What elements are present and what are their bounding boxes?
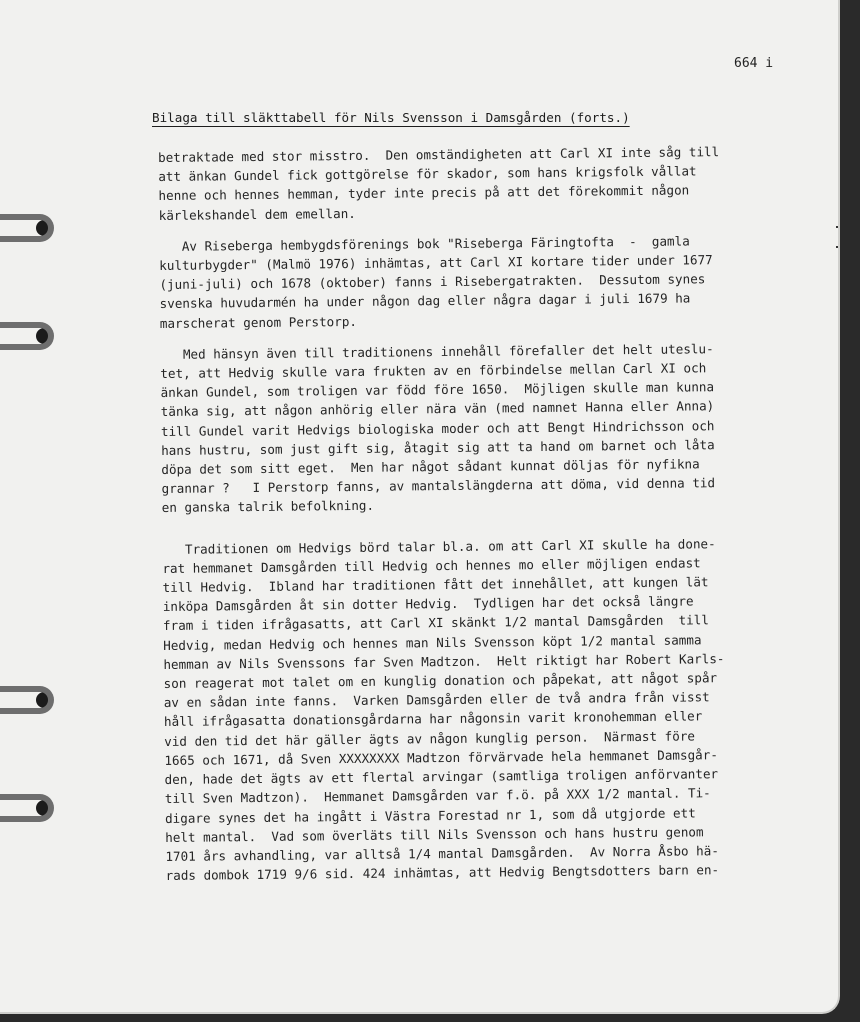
binder-ring [0, 794, 54, 822]
text-line: (juni-juli) och 1678 (oktober) fanns i Risebergatrakten. Dessutom synes [159, 271, 706, 293]
text-line: vid den tid det här gäller ägts av någon kunglig person. Närmast före [164, 728, 696, 749]
binder-ring [0, 322, 54, 350]
text-line: 1701 års avhandling, var alltså 1/4 mantal Damsgården. Av Norra Åsbo hä- [165, 843, 719, 864]
text-line: att änkan Gundel fick gottgörelse för skador, som hans krigsfolk vållat [158, 163, 697, 185]
paragraph [160, 338, 830, 518]
text-line: betraktade med stor misstro. Den omständigheten att Carl XI inte såg till [158, 144, 720, 165]
text-line: hans hustru, som just gift sig, åtagit sig att ta hand om barnet och låta [161, 437, 715, 458]
paragraph [162, 533, 834, 886]
text-line: till Gundel varit Hedvigs biologiska moder och att Bengt Hindrichsson och [160, 417, 715, 439]
text-line: av en sådan inte fanns. Varken Damsgården eller de två andra från visst [163, 689, 710, 711]
text-line: till Sven Madtzon). Hemmanet Damsgården var f.ö. på XXX 1/2 mantal. Ti- [164, 785, 711, 807]
page-heading: Bilaga till släkttabell för Nils Svensson i Damsgården (forts.) [152, 110, 630, 125]
text-line: Hedvig, medan Hedvig och hennes man Nils Svensson köpt 1/2 mantal samma [163, 632, 702, 653]
text-line: tet, att Hedvig skulle vara frukten av en förbindelse mellan Carl XI och [160, 360, 707, 382]
text-line: fram i tiden ifrågasatts, att Carl XI skänkt 1/2 mantal Damsgården till [162, 612, 709, 634]
text-line: Av Riseberga hembygdsförenings bok "Riseberga Färingtofta - gamla [158, 233, 690, 254]
text-line: den, hade det ägts av ett flertal arvingar (samtliga troligen anförvanter [164, 766, 719, 788]
text-line: Med hänsyn även till traditionens innehåll förefaller det helt uteslu- [160, 341, 714, 362]
body-text [158, 141, 834, 885]
text-line: till Hedvig. Ibland har traditionen fått det innehållet, att kungen lät [162, 574, 709, 596]
text-line: helt mantal. Vad som överläts till Nils Svensson och hans hustru genom [165, 824, 704, 845]
text-line: kulturbygder" (Malmö 1976) inhämtas, att Carl XI kortare tider under 1677 [159, 252, 713, 274]
paragraph [159, 230, 828, 333]
text-line: digare synes det ha ingått i Västra Forestad nr 1, som då utgjorde ett [164, 804, 696, 826]
text-line: grannar ? I Perstorp fanns, av mantalslängderna att döma, vid denna tid [161, 475, 716, 497]
text-line: tänka sig, att någon anhörig eller nära vän (med namnet Hanna eller Anna) [160, 398, 715, 420]
binder-ring [0, 686, 54, 714]
text-line: kärlekshandel dem emellan. [158, 205, 356, 223]
text-line: rads dombok 1719 9/6 sid. 424 inhämtas, att Hedvig Bengtsdotters barn en- [165, 862, 720, 884]
text-line: henne och hennes hemman, tyder inte precis på att det förekommit någon [158, 182, 690, 204]
binder-ring [0, 214, 54, 242]
paragraph [158, 141, 827, 225]
text-line: hemman av Nils Svenssons far Sven Madtzon. Helt riktigt har Robert Karls- [163, 650, 725, 672]
text-line: håll ifrågasatta donationsgårdarna har någonsin varit kronohemman eller [163, 708, 703, 730]
text-line: inköpa Damsgården åt sin dotter Hedvig. Tydligen har det också längre [162, 593, 694, 615]
text-line: Traditionen om Hedvigs börd talar bl.a. om att Carl XI skulle ha done- [162, 535, 716, 557]
text-line: rat hemmanet Damsgården till Hedvig och hennes mo eller möjligen endast [162, 555, 701, 576]
text-line: 1665 och 1671, då Sven XXXXXXXX Madtzon förvärvade hela hemmanet Damsgår- [164, 747, 718, 768]
text-line: marscherat genom Perstorp. [159, 313, 358, 331]
text-line: svenska huvudarmén ha under någon dag eller några dagar i juli 1679 ha [159, 290, 691, 312]
page-number: 664 i [734, 56, 774, 71]
margin-mark [836, 246, 840, 248]
text-line: döpa det som sitt eget. Men har något sådant kunnat döljas för nyfikna [161, 456, 700, 478]
text-line: en ganska talrik befolkning. [161, 498, 375, 516]
text-line: son reagerat mot talet om en kunglig donation och påpekat, att något spår [163, 670, 718, 692]
text-line: änkan Gundel, som troligen var född före 1650. Möjligen skulle man kunna [160, 379, 715, 401]
margin-mark [836, 226, 840, 228]
